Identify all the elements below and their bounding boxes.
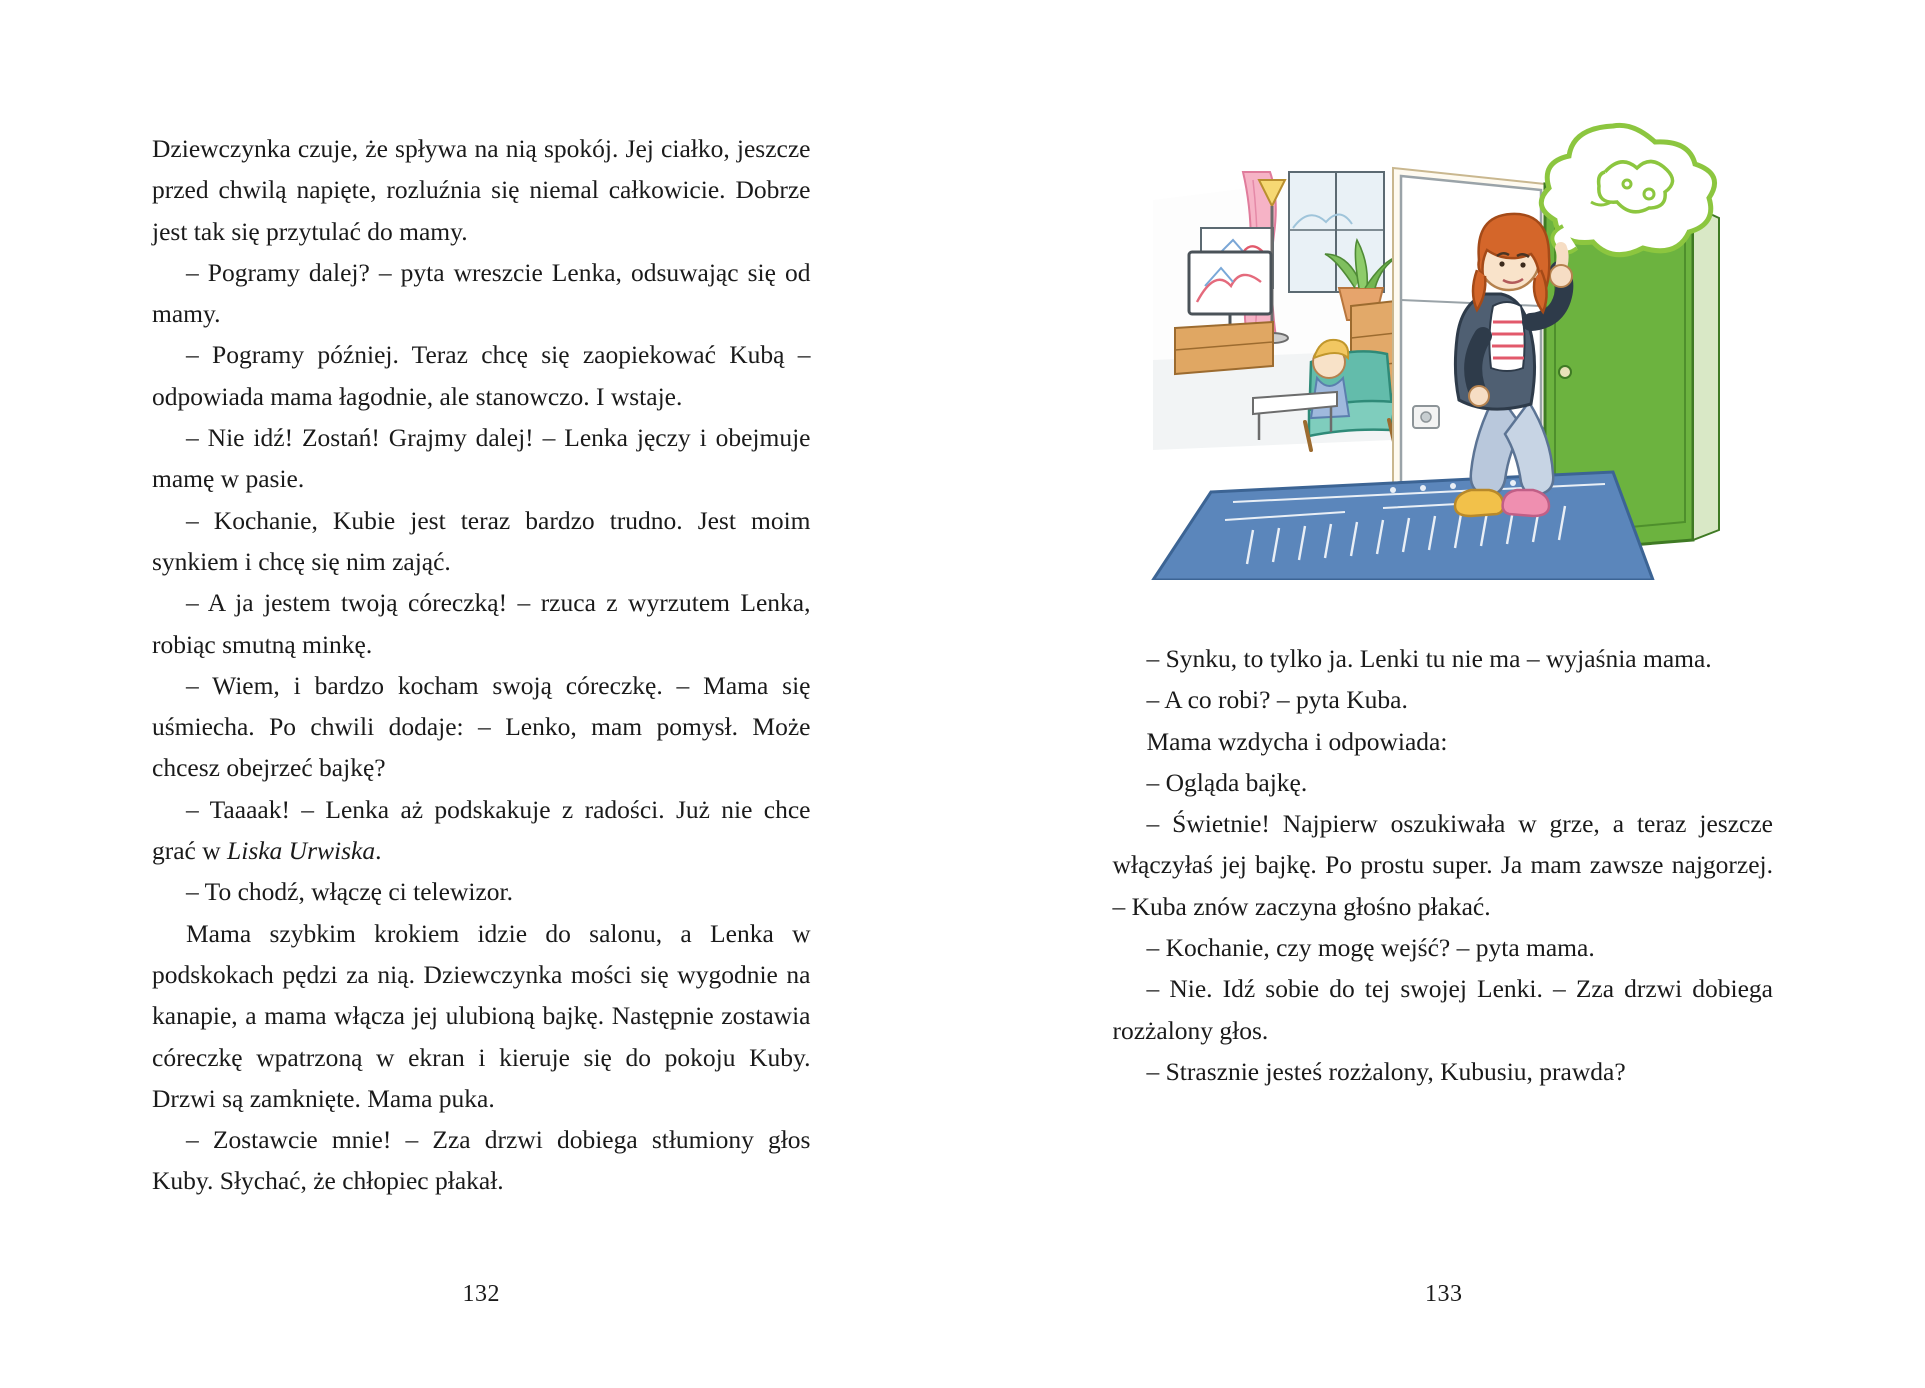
paragraph: Mama wzdycha i odpowiada: xyxy=(1146,726,1448,756)
paragraph: Dziewczynka czuje, że spływa na nią spokój. Jej ciałko, jeszcze przed chwilą napięte, rozluźnia się niemal całkowicie. Dobrze jest tak się przytulać do mamy. xyxy=(152,134,811,246)
paragraph: Mama szybkim krokiem idzie do salonu, a Lenka w podskokach pędzi za nią. Dziewczynka mości się wygodnie na kanapie, a mama włącza jej ulubioną bajkę. Następnie zostawia córeczkę wpatrzoną w ekran i kieruje się do pokoju Kuby. Drzwi są zamknięte. Mama puka. xyxy=(152,918,811,1113)
paragraph: – Synku, to tylko ja. Lenki tu nie ma – wyjaśnia mama. xyxy=(1146,644,1712,673)
paragraph: – Nie idź! Zostań! Grajmy dalej! – Lenka jęczy i obejmuje mamę w pasie. xyxy=(152,423,811,494)
left-page-text xyxy=(152,128,811,1202)
paragraph: – A co robi? – pyta Kuba. xyxy=(1146,685,1408,715)
page-number: 133 xyxy=(1425,1281,1463,1307)
paragraph: – Kochanie, czy mogę wejść? – pyta mama. xyxy=(1146,933,1595,963)
paragraph: – Kochanie, Kubie jest teraz bardzo trudno. Jest moim synkiem i chcę się nim zająć. xyxy=(152,505,811,576)
paragraph: – Ogląda bajkę. xyxy=(1146,767,1308,797)
right-page xyxy=(963,0,1925,1388)
paragraph: – A ja jestem twoją córeczką! – rzuca z wyrzutem Lenka, robiąc smutną minkę. xyxy=(152,588,811,659)
page-number: 132 xyxy=(462,1281,500,1307)
paragraph: – Świetnie! Najpierw oszukiwała w grze, a teraz jeszcze włączyłaś jej bajkę. Po prostu super. Ja mam zawsze najgorzej. – Kuba znów zaczyna głośno płakać. xyxy=(1112,809,1773,921)
paragraph: – Strasznie jesteś rozżalony, Kubusiu, prawda? xyxy=(1146,1056,1626,1086)
right-page-text xyxy=(1113,638,1774,1092)
paragraph: – To chodź, włączę ci telewizor. xyxy=(186,877,513,907)
paragraph: – Zostawcie mnie! – Zza drzwi dobiega stłumiony głos Kuby. Słychać, że chłopiec płakał. xyxy=(152,1125,811,1196)
paragraph-tail: . xyxy=(375,836,382,866)
book-title-italic: Liska Urwiska xyxy=(227,836,376,866)
paragraph-lead: – Taaaak! – Lenka aż podskakuje z radości. Już nie chce grać w xyxy=(152,794,811,866)
paragraph-with-title xyxy=(152,789,811,872)
paragraph: – Nie. Idź sobie do tej swojej Lenki. – Zza drzwi dobiega rozżalony głos. xyxy=(1112,974,1773,1045)
paragraph: – Wiem, i bardzo kocham swoją córeczkę. – Mama się uśmiecha. Po chwili dodaje: – Lenko, mam pomysł. Może chcesz obejrzeć bajkę? xyxy=(152,670,811,783)
illustration-svg xyxy=(1093,110,1793,580)
paragraph: – Pogramy dalej? – pyta wreszcie Lenka, odsuwając się od mamy. xyxy=(152,257,811,329)
illustration xyxy=(1093,110,1793,580)
paragraph: – Pogramy później. Teraz chcę się zaopiekować Kubą – odpowiada mama łagodnie, ale stanowczo. I wstaje. xyxy=(152,340,811,411)
